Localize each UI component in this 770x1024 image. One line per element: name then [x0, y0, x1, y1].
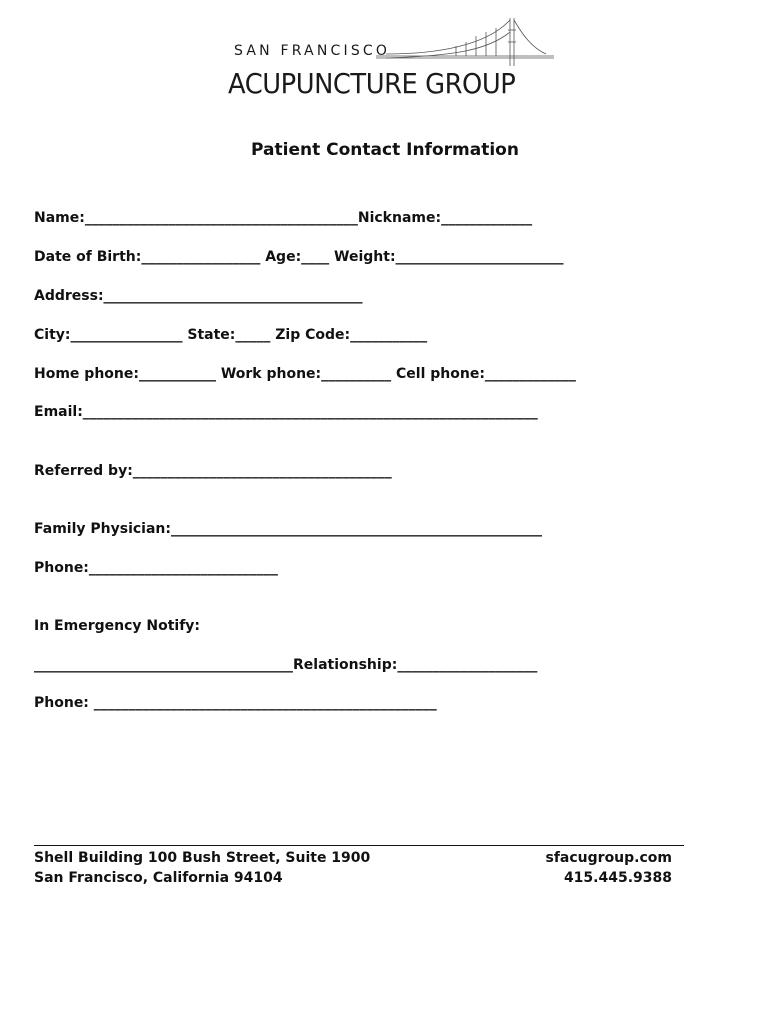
- city-state-zip-line[interactable]: City:________________ State:_____ Zip Code:___________: [34, 327, 428, 343]
- emergency-contact-line[interactable]: _____________________________________Relationship:____________________: [34, 657, 538, 673]
- referred-by-line[interactable]: Referred by:_____________________________________: [34, 463, 392, 479]
- footer-website: sfacugroup.com: [545, 850, 672, 866]
- family-physician-line[interactable]: Family Physician:_____________________________________________________: [34, 521, 542, 537]
- logo-top-text: SAN FRANCISCO: [234, 43, 391, 59]
- form-title: Patient Contact Information: [251, 140, 519, 160]
- address-line[interactable]: Address:_____________________________________: [34, 288, 363, 304]
- golden-gate-bridge-icon: [376, 16, 556, 72]
- logo-main-text: ACUPUNCTURE GROUP: [228, 67, 516, 100]
- name-nickname-line[interactable]: Name:_______________________________________Nickname:_____________: [34, 210, 533, 226]
- footer-divider: [34, 845, 684, 846]
- footer-phone: 415.445.9388: [563, 870, 672, 886]
- dob-age-weight-line[interactable]: Date of Birth:_________________ Age:____ Weight:________________________: [34, 249, 564, 265]
- physician-phone-line[interactable]: Phone:___________________________: [34, 560, 278, 576]
- phones-line[interactable]: Home phone:___________ Work phone:__________ Cell phone:_____________: [34, 366, 576, 382]
- logo: [226, 16, 556, 102]
- footer-address-line2: San Francisco, California 94104: [34, 870, 283, 886]
- footer-address-line1: Shell Building 100 Bush Street, Suite 1900: [34, 850, 371, 866]
- email-line[interactable]: Email:_________________________________________________________________: [34, 404, 538, 420]
- emergency-heading: In Emergency Notify:: [34, 618, 201, 634]
- emergency-phone-line[interactable]: Phone: _________________________________________________: [34, 695, 437, 711]
